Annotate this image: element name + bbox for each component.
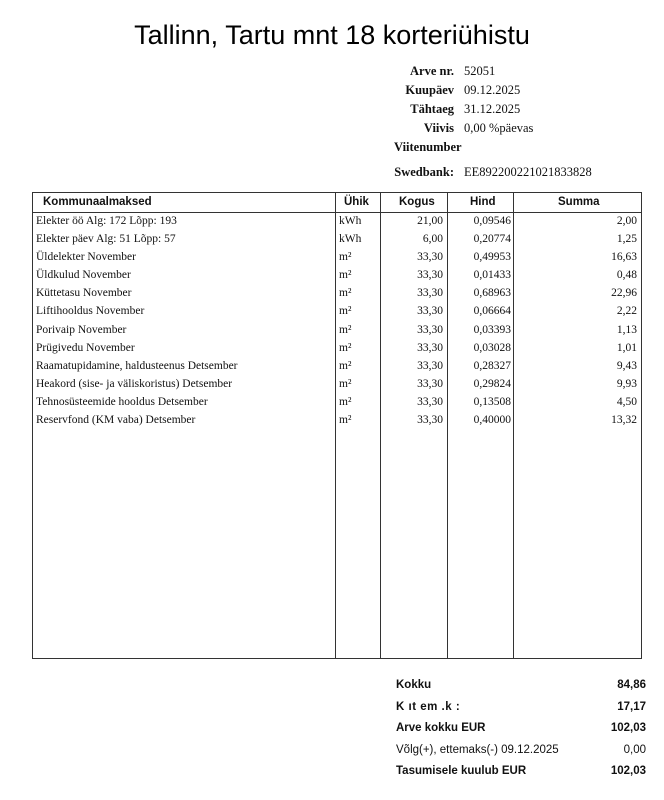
row-sum: 9,93 <box>616 377 637 390</box>
row-price: 0,06664 <box>473 305 511 318</box>
row-name: Küttetasu November <box>36 287 132 300</box>
payable-value: 102,03 <box>610 765 646 777</box>
due-date-label: Tähtaeg <box>410 102 454 116</box>
due-date-value: 31.12.2025 <box>464 102 521 116</box>
bank-row <box>360 163 592 182</box>
table-row <box>33 394 641 412</box>
row-sum: 1,01 <box>616 341 637 354</box>
table-row <box>33 231 641 249</box>
table-row <box>33 358 641 376</box>
row-quantity: 33,30 <box>417 323 443 336</box>
row-name: Raamatupidamine, haldusteenus Detsember <box>36 359 238 372</box>
header-quantity: Kogus <box>399 196 435 208</box>
total-value: 84,86 <box>617 679 646 691</box>
row-sum: 13,32 <box>611 414 637 427</box>
debt-row <box>396 742 646 764</box>
row-name: Tehnosüsteemide hooldus Detsember <box>36 395 208 408</box>
row-quantity: 6,00 <box>422 233 443 246</box>
totals-block <box>396 677 646 785</box>
row-unit: kWh <box>339 215 362 227</box>
row-sum: 1,13 <box>616 323 637 336</box>
total-row <box>396 677 646 699</box>
row-unit: m² <box>339 269 352 282</box>
debt-value: 0,00 <box>623 743 646 756</box>
row-quantity: 33,30 <box>417 359 443 372</box>
row-unit: m² <box>339 305 352 318</box>
row-unit: m² <box>339 395 352 408</box>
row-sum: 4,50 <box>616 395 637 408</box>
row-name: Porivaip November <box>36 323 127 336</box>
row-sum: 0,48 <box>616 269 637 282</box>
row-name: Elekter öö Alg: 172 Lõpp: 193 <box>36 215 177 227</box>
row-quantity: 33,30 <box>417 305 443 318</box>
invoice-number-row <box>360 62 592 81</box>
row-unit: m² <box>339 287 352 300</box>
row-price: 0,28327 <box>473 359 511 372</box>
row-sum: 22,96 <box>611 287 637 300</box>
penalty-row <box>360 119 592 138</box>
table-body <box>33 213 641 430</box>
total-label: Kokku <box>396 679 432 691</box>
invoice-number-value: 52051 <box>464 64 496 78</box>
invoice-total-value: 102,03 <box>610 722 646 734</box>
bank-account-value: EE892200221021833828 <box>464 165 592 179</box>
header-price: Hind <box>470 196 496 208</box>
row-price: 0,03393 <box>473 323 511 336</box>
row-sum: 2,00 <box>616 215 637 227</box>
row-price: 0,29824 <box>473 377 511 390</box>
row-price: 0,20774 <box>473 233 511 246</box>
reference-label: Viitenumber <box>394 140 462 154</box>
header-name: Kommunaalmaksed <box>43 196 152 208</box>
row-sum: 16,63 <box>611 251 637 264</box>
header-sum: Summa <box>558 196 600 208</box>
row-sum: 1,25 <box>616 233 637 246</box>
row-quantity: 33,30 <box>417 395 443 408</box>
row-quantity: 33,30 <box>417 377 443 390</box>
date-value: 09.12.2025 <box>464 83 521 97</box>
row-name: Prügivedu November <box>36 341 135 354</box>
row-unit: kWh <box>339 233 362 246</box>
penalty-label: Viivis <box>423 121 454 135</box>
row-unit: m² <box>339 377 352 390</box>
row-name: Heakord (sise- ja väliskoristus) Detsember <box>36 377 233 390</box>
row-unit: m² <box>339 359 352 372</box>
table-row <box>33 213 641 231</box>
vat-value: 17,17 <box>617 700 646 713</box>
invoice-meta <box>360 62 592 182</box>
table-row <box>33 303 641 321</box>
row-unit: m² <box>339 414 352 427</box>
row-quantity: 21,00 <box>417 215 443 227</box>
row-name: Üldkulud November <box>36 269 131 282</box>
row-price: 0,13508 <box>473 395 511 408</box>
table-row <box>33 340 641 358</box>
row-price: 0,68963 <box>473 287 511 300</box>
row-unit: m² <box>339 341 352 354</box>
payable-row <box>396 763 646 785</box>
date-row <box>360 81 592 100</box>
table-header <box>33 193 641 213</box>
row-sum: 2,22 <box>616 305 637 318</box>
payable-label: Tasumisele kuulub EUR <box>396 765 527 777</box>
row-quantity: 33,30 <box>417 414 443 427</box>
row-quantity: 33,30 <box>417 287 443 300</box>
row-sum: 9,43 <box>616 359 637 372</box>
row-price: 0,03028 <box>473 341 511 354</box>
table-row <box>33 322 641 340</box>
row-unit: m² <box>339 323 352 336</box>
row-name: Elekter päev Alg: 51 Lõpp: 57 <box>36 233 176 246</box>
penalty-value: 0,00 %päevas <box>464 121 534 135</box>
row-quantity: 33,30 <box>417 341 443 354</box>
row-quantity: 33,30 <box>417 251 443 264</box>
invoice-number-label: Arve nr. <box>410 64 454 78</box>
date-label: Kuupäev <box>405 83 454 97</box>
table-row <box>33 285 641 303</box>
document-title: Tallinn, Tartu mnt 18 korteriühistu <box>134 20 530 50</box>
invoice-total-row <box>396 720 646 742</box>
row-name: Üldelekter November <box>36 251 136 264</box>
table-row <box>33 412 641 430</box>
table-row <box>33 249 641 267</box>
vat-row <box>396 699 646 721</box>
invoice-total-label: Arve kokku EUR <box>396 722 486 734</box>
row-unit: m² <box>339 251 352 264</box>
row-price: 0,01433 <box>473 269 511 282</box>
bank-label: Swedbank: <box>394 165 454 179</box>
debt-label: Võlg(+), ettemaks(-) 09.12.2025 <box>396 743 559 756</box>
reference-row <box>360 138 592 157</box>
charges-table <box>32 192 642 659</box>
table-row <box>33 267 641 285</box>
row-name: Reservfond (KM vaba) Detsember <box>36 414 196 427</box>
row-price: 0,09546 <box>473 215 511 227</box>
due-date-row <box>360 100 592 119</box>
row-name: Liftihooldus November <box>36 305 145 318</box>
row-price: 0,49953 <box>473 251 511 264</box>
row-quantity: 33,30 <box>417 269 443 282</box>
row-price: 0,40000 <box>473 414 511 427</box>
table-row <box>33 376 641 394</box>
header-unit: Ühik <box>344 196 369 208</box>
vat-label: K ıt em .k : <box>396 700 461 713</box>
